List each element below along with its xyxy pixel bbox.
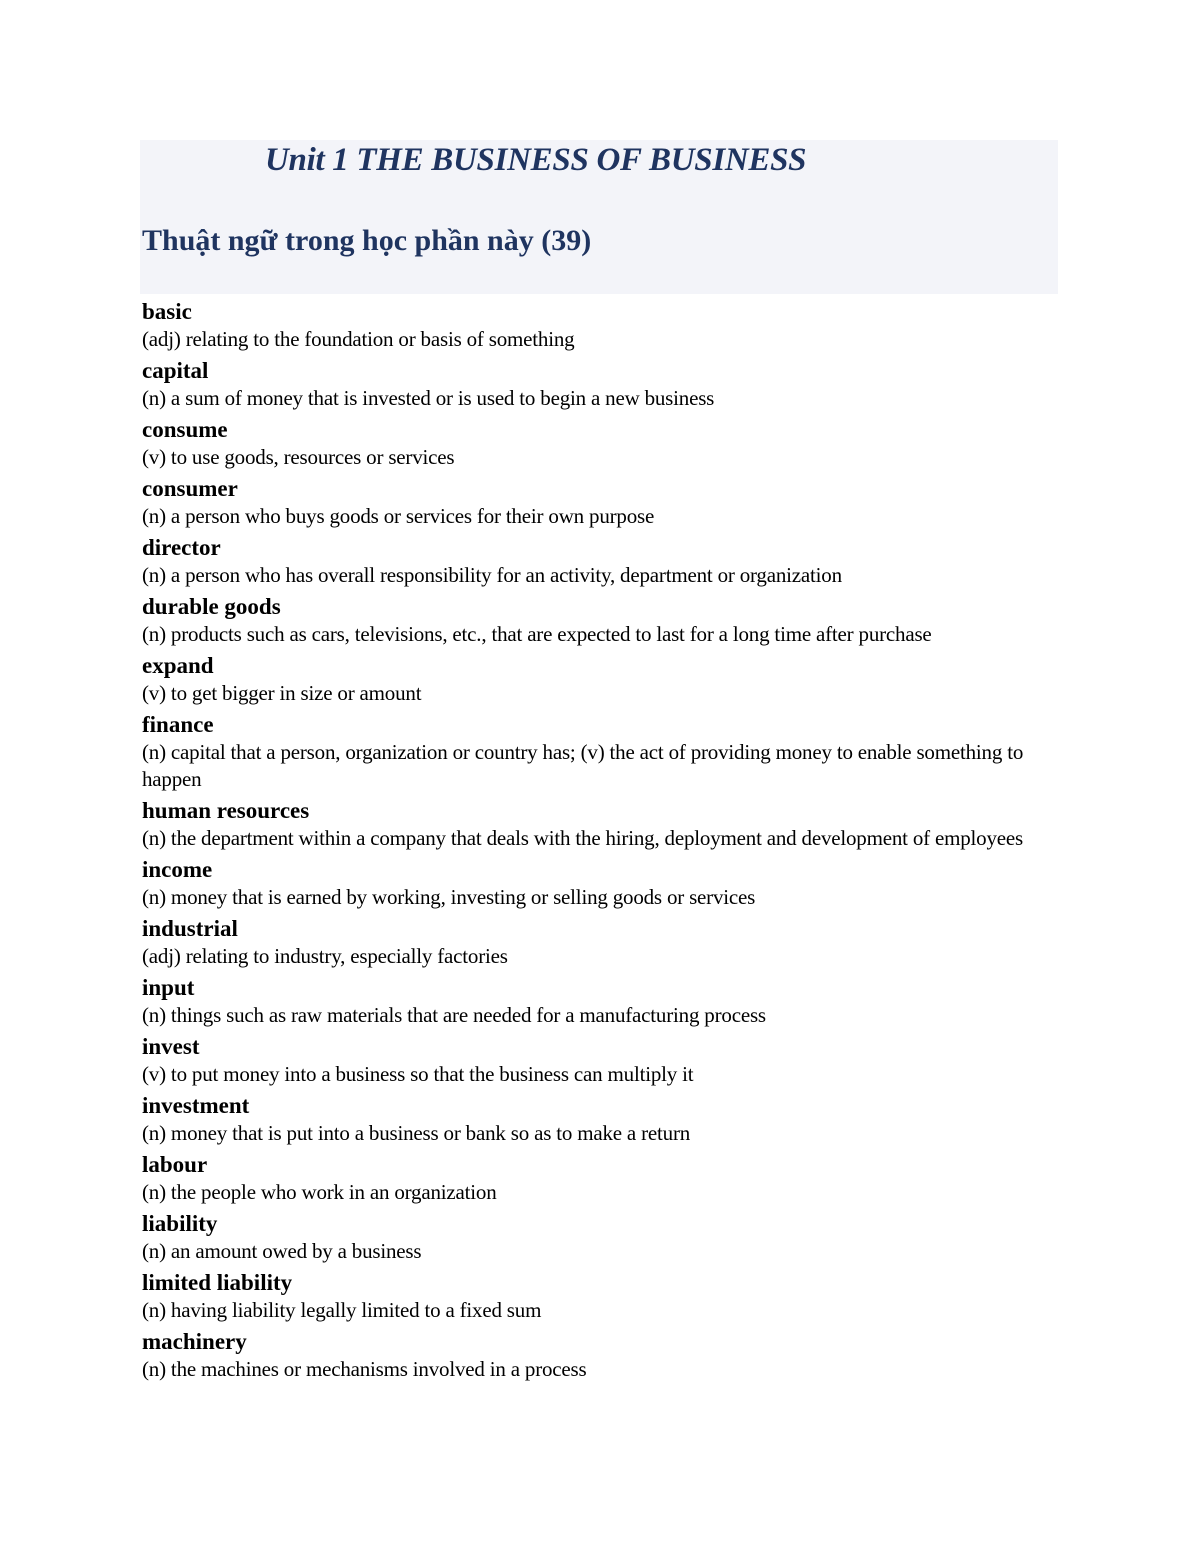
term-definition: (n) an amount owed by a business (142, 1239, 422, 1263)
term-word: director (142, 535, 221, 560)
term-entry (142, 1268, 1060, 1327)
term-entry (142, 474, 1060, 533)
term-word: finance (142, 712, 214, 737)
term-list (142, 297, 1060, 1386)
term-definition: (n) having liability legally limited to a fixed sum (142, 1298, 542, 1322)
term-word: consume (142, 417, 228, 442)
term-entry (142, 1091, 1060, 1150)
term-entry (142, 651, 1060, 710)
term-definition: (n) products such as cars, televisions, etc., that are expected to last for a long time after purchase (142, 622, 932, 646)
term-word: durable goods (142, 594, 281, 619)
term-word: basic (142, 299, 192, 324)
term-definition: (v) to get bigger in size or amount (142, 681, 422, 705)
document-page (140, 140, 1060, 1381)
term-entry (142, 1209, 1060, 1268)
term-definition: (n) a person who has overall responsibility for an activity, department or organization (142, 563, 842, 587)
term-definition: (n) money that is put into a business or bank so as to make a return (142, 1121, 691, 1145)
header-block (140, 140, 1058, 294)
term-definition: (v) to put money into a business so that the business can multiply it (142, 1062, 694, 1086)
term-word: capital (142, 358, 209, 383)
term-definition: (n) things such as raw materials that are needed for a manufacturing process (142, 1003, 766, 1027)
term-definition: (adj) relating to industry, especially factories (142, 944, 508, 968)
term-definition: (n) a person who buys goods or services for their own purpose (142, 504, 655, 528)
term-definition: (v) to use goods, resources or services (142, 445, 455, 469)
term-entry (142, 796, 1060, 855)
term-word: labour (142, 1152, 208, 1177)
term-entry (142, 533, 1060, 592)
term-entry (142, 356, 1060, 415)
term-definition: (n) capital that a person, organization or country has; (v) the act of providing money to enable something to happen (142, 740, 1024, 791)
term-word: consumer (142, 476, 238, 501)
term-word: machinery (142, 1329, 247, 1354)
term-word: income (142, 857, 213, 882)
term-word: expand (142, 653, 214, 678)
term-definition: (adj) relating to the foundation or basis of something (142, 327, 575, 351)
term-definition: (n) a sum of money that is invested or is used to begin a new business (142, 386, 715, 410)
term-entry (142, 297, 1060, 356)
term-entry (142, 1150, 1060, 1209)
terms-heading: Thuật ngữ trong học phần này (39) (142, 224, 592, 257)
term-definition: (n) the people who work in an organization (142, 1180, 497, 1204)
term-word: investment (142, 1093, 250, 1118)
unit-title: Unit 1 THE BUSINESS OF BUSINESS (265, 142, 807, 178)
term-definition: (n) money that is earned by working, investing or selling goods or services (142, 885, 756, 909)
term-entry (142, 973, 1060, 1032)
term-entry (142, 710, 1060, 796)
term-entry (142, 415, 1060, 474)
term-entry (142, 855, 1060, 914)
term-entry (142, 592, 1060, 651)
term-entry (142, 1032, 1060, 1091)
term-entry (142, 914, 1060, 973)
term-word: input (142, 975, 195, 1000)
term-word: liability (142, 1211, 218, 1236)
term-definition: (n) the department within a company that deals with the hiring, deployment and development of employees (142, 826, 1023, 850)
term-word: industrial (142, 916, 238, 941)
term-word: invest (142, 1034, 200, 1059)
term-entry (142, 1327, 1060, 1386)
term-definition: (n) the machines or mechanisms involved in a process (142, 1357, 587, 1381)
term-word: limited liability (142, 1270, 293, 1295)
term-word: human resources (142, 798, 310, 823)
